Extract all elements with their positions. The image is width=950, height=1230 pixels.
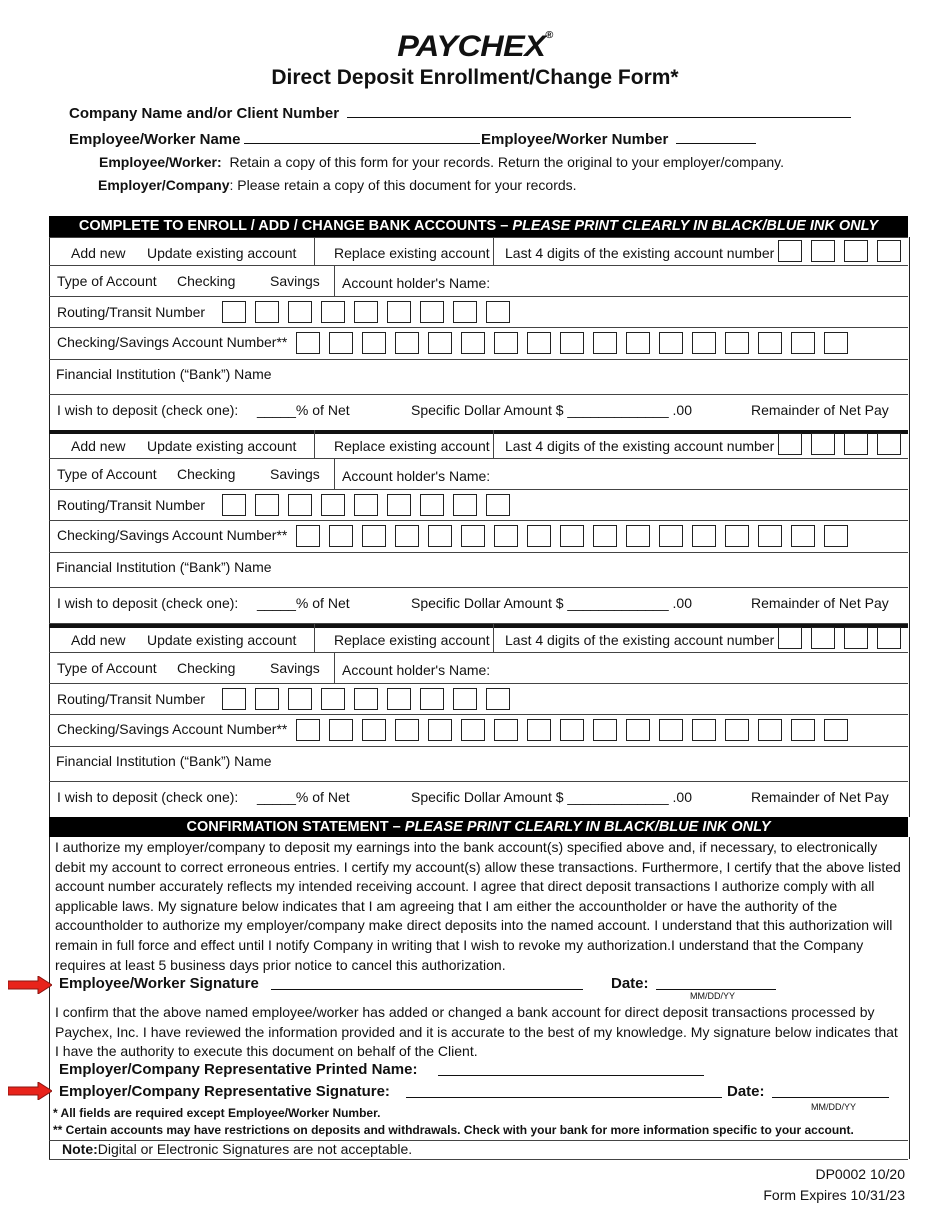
digit-box[interactable] xyxy=(486,688,510,710)
savings-option[interactable]: Savings xyxy=(270,273,320,289)
digit-box[interactable] xyxy=(778,433,802,455)
cell-divider xyxy=(314,624,315,652)
employer-instruction xyxy=(98,177,577,193)
remainder-net-pay-option[interactable]: Remainder of Net Pay xyxy=(751,595,889,611)
digit-box[interactable] xyxy=(626,525,650,547)
update-existing-option[interactable]: Update existing account xyxy=(147,632,297,648)
digit-box[interactable] xyxy=(288,301,312,323)
row-divider xyxy=(49,327,908,328)
digit-box[interactable] xyxy=(453,494,477,516)
digit-box[interactable] xyxy=(527,525,551,547)
digit-box[interactable] xyxy=(725,332,749,354)
digit-box[interactable] xyxy=(725,525,749,547)
employee-name-field[interactable] xyxy=(69,129,480,148)
auth-line: debit my account to correct erroneous entries. I certify my account(s) allow these transactions. Furthermore, I certify that the above listed xyxy=(55,858,901,875)
employee-instruction xyxy=(99,154,784,170)
row-divider xyxy=(49,359,908,360)
digit-box[interactable] xyxy=(877,240,901,262)
signature-note xyxy=(62,1141,412,1157)
add-new-option[interactable]: Add new xyxy=(71,438,126,454)
digit-box[interactable] xyxy=(560,719,584,741)
checking-option[interactable]: Checking xyxy=(177,660,236,676)
confirmation-header-main: CONFIRMATION STATEMENT xyxy=(186,819,389,835)
percent-of-net-option[interactable]: _____% of Net xyxy=(257,595,350,611)
enroll-section-header xyxy=(49,216,908,237)
digit-box[interactable] xyxy=(486,494,510,516)
digit-box[interactable] xyxy=(329,525,353,547)
digit-box[interactable] xyxy=(428,332,452,354)
digit-box[interactable] xyxy=(877,627,901,649)
confirmation-header xyxy=(49,817,908,837)
employee-signature-label: Employee/Worker Signature xyxy=(59,975,259,992)
cell-divider xyxy=(493,430,494,458)
account-holder-label: Account holder's Name: xyxy=(342,662,491,678)
digit-box[interactable] xyxy=(321,494,345,516)
cell-divider xyxy=(314,237,315,265)
specific-amount-option[interactable]: Specific Dollar Amount $ _____________ .00 xyxy=(411,402,692,418)
employer-instruction-label: Employer/Company xyxy=(98,177,230,193)
digit-box[interactable] xyxy=(527,332,551,354)
enroll-header-main: COMPLETE TO ENROLL / ADD / CHANGE BANK ACCOUNTS xyxy=(78,218,497,234)
digit-box[interactable] xyxy=(321,688,345,710)
savings-option[interactable]: Savings xyxy=(270,466,320,482)
row-divider xyxy=(49,520,908,521)
account-number-label: Checking/Savings Account Number** xyxy=(57,721,288,737)
digit-box[interactable] xyxy=(321,301,345,323)
enroll-header-italic: PLEASE PRINT CLEARLY IN BLACK/BLUE INK ONLY xyxy=(512,218,879,234)
auth-line: applicable laws. My signature below indicates that I am agreeing that I am either the accountholder or have the authority of the xyxy=(55,897,838,914)
confirm-line: Paychex, Inc. I have reviewed the information provided and it is accurate to the best of my knowledge. My signature below indicates that xyxy=(55,1023,898,1040)
digit-boxes xyxy=(296,525,857,547)
cell-divider xyxy=(334,265,335,296)
digit-boxes xyxy=(778,240,910,262)
company-name-field[interactable] xyxy=(69,103,851,122)
digit-box[interactable] xyxy=(395,719,419,741)
row-divider xyxy=(49,458,908,459)
row-divider xyxy=(49,652,908,653)
digit-box[interactable] xyxy=(354,301,378,323)
bank-name-label: Financial Institution (“Bank”) Name xyxy=(56,753,272,769)
digit-box[interactable] xyxy=(824,719,848,741)
auth-line: account number accurately reflects my intended receiving account. I agree that direct deposit transactions I authorize comply with all xyxy=(55,878,875,895)
digit-boxes xyxy=(778,433,910,455)
digit-box[interactable] xyxy=(692,525,716,547)
digit-box[interactable] xyxy=(659,525,683,547)
digit-box[interactable] xyxy=(692,719,716,741)
employer-printed-name-line[interactable] xyxy=(438,1061,704,1076)
last4-label: Last 4 digits of the existing account number xyxy=(505,245,775,261)
digit-box[interactable] xyxy=(692,332,716,354)
digit-box[interactable] xyxy=(593,525,617,547)
digit-box[interactable] xyxy=(387,688,411,710)
percent-of-net-option[interactable]: _____% of Net xyxy=(257,402,350,418)
cell-divider xyxy=(493,237,494,265)
employer-signature-label: Employer/Company Representative Signature: xyxy=(59,1083,390,1100)
type-of-account-label: Type of Account xyxy=(57,660,157,676)
digit-box[interactable] xyxy=(420,494,444,516)
deposit-choice-label: I wish to deposit (check one): xyxy=(57,595,239,611)
paychex-logo xyxy=(0,30,950,64)
digit-box[interactable] xyxy=(461,719,485,741)
replace-existing-option[interactable]: Replace existing account xyxy=(334,632,490,648)
account-holder-label: Account holder's Name: xyxy=(342,468,491,484)
digit-box[interactable] xyxy=(494,525,518,547)
remainder-net-pay-option[interactable]: Remainder of Net Pay xyxy=(751,789,889,805)
digit-boxes xyxy=(222,494,519,516)
digit-box[interactable] xyxy=(395,525,419,547)
employer-instruction-text: : Please retain a copy of this document for your records. xyxy=(229,177,577,193)
digit-box[interactable] xyxy=(494,332,518,354)
brand-name: PAYCHEX xyxy=(397,30,546,63)
employee-date-format: MM/DD/YY xyxy=(690,991,735,1001)
employee-name-label: Employee/Worker Name xyxy=(69,131,241,148)
digit-box[interactable] xyxy=(791,719,815,741)
row-divider xyxy=(49,394,908,395)
digit-box[interactable] xyxy=(420,301,444,323)
digit-box[interactable] xyxy=(296,525,320,547)
digit-box[interactable] xyxy=(428,525,452,547)
form-code: DP0002 10/20 xyxy=(815,1166,905,1182)
employer-date-line[interactable] xyxy=(772,1083,889,1098)
digit-box[interactable] xyxy=(593,332,617,354)
digit-box[interactable] xyxy=(222,494,246,516)
form-expires: Form Expires 10/31/23 xyxy=(763,1187,905,1203)
digit-box[interactable] xyxy=(659,719,683,741)
bottom-border xyxy=(49,1159,908,1160)
row-divider xyxy=(49,714,908,715)
form-title: Direct Deposit Enrollment/Change Form* xyxy=(271,66,679,89)
signature-note-text: Digital or Electronic Signatures are not acceptable. xyxy=(97,1141,413,1157)
replace-existing-option[interactable]: Replace existing account xyxy=(334,438,490,454)
digit-box[interactable] xyxy=(222,688,246,710)
digit-box[interactable] xyxy=(811,240,835,262)
digit-box[interactable] xyxy=(626,332,650,354)
digit-box[interactable] xyxy=(288,688,312,710)
add-new-option[interactable]: Add new xyxy=(71,632,126,648)
account-number-label: Checking/Savings Account Number** xyxy=(57,527,288,543)
digit-box[interactable] xyxy=(362,525,386,547)
digit-box[interactable] xyxy=(659,332,683,354)
bank-name-label: Financial Institution (“Bank”) Name xyxy=(56,559,272,575)
digit-box[interactable] xyxy=(453,301,477,323)
confirm-line: I have the authority to execute this document on behalf of the Client. xyxy=(55,1043,478,1060)
digit-box[interactable] xyxy=(387,301,411,323)
enroll-header-dash: – xyxy=(500,218,509,234)
footnote-required: * All fields are required except Employee/Worker Number. xyxy=(53,1106,381,1120)
digit-box[interactable] xyxy=(428,719,452,741)
digit-box[interactable] xyxy=(354,688,378,710)
digit-box[interactable] xyxy=(560,525,584,547)
remainder-net-pay-option[interactable]: Remainder of Net Pay xyxy=(751,402,889,418)
authorization-statement xyxy=(55,838,905,975)
employer-signature-line[interactable] xyxy=(406,1083,722,1098)
deposit-choice-label: I wish to deposit (check one): xyxy=(57,789,239,805)
auth-line: accountholder to authorize my employer/company make direct deposits into the named account. I understand that this authorization will xyxy=(55,917,893,934)
account-number-label: Checking/Savings Account Number** xyxy=(57,334,288,350)
employee-name-line[interactable] xyxy=(244,129,480,144)
digit-box[interactable] xyxy=(329,332,353,354)
row-divider xyxy=(49,552,908,553)
cell-divider xyxy=(493,624,494,652)
digit-box[interactable] xyxy=(461,525,485,547)
row-divider xyxy=(49,296,908,297)
confirm-line: I confirm that the above named employee/worker has added or changed a bank account for direct deposit transactions processed by xyxy=(55,1004,875,1020)
checking-option[interactable]: Checking xyxy=(177,273,236,289)
digit-box[interactable] xyxy=(791,525,815,547)
row-divider xyxy=(49,237,908,238)
routing-number-label: Routing/Transit Number xyxy=(57,304,206,320)
digit-box[interactable] xyxy=(354,494,378,516)
employee-instruction-text: Retain a copy of this form for your records. Return the original to your employer/company. xyxy=(229,154,784,170)
digit-box[interactable] xyxy=(296,719,320,741)
digit-box[interactable] xyxy=(486,301,510,323)
specific-amount-option[interactable]: Specific Dollar Amount $ _____________ .00 xyxy=(411,595,692,611)
employee-signature-line[interactable] xyxy=(271,975,583,990)
account-holder-label: Account holder's Name: xyxy=(342,275,491,291)
registered-mark: ® xyxy=(545,30,553,41)
digit-box[interactable] xyxy=(222,301,246,323)
employer-confirmation xyxy=(55,1003,905,1062)
digit-box[interactable] xyxy=(778,627,802,649)
digit-box[interactable] xyxy=(758,719,782,741)
digit-box[interactable] xyxy=(824,525,848,547)
digit-box[interactable] xyxy=(791,332,815,354)
digit-boxes xyxy=(778,627,910,649)
employer-date-label: Date: xyxy=(727,1083,765,1100)
routing-number-label: Routing/Transit Number xyxy=(57,691,206,707)
percent-of-net-option[interactable]: _____% of Net xyxy=(257,789,350,805)
digit-box[interactable] xyxy=(824,332,848,354)
row-divider xyxy=(49,265,908,266)
digit-box[interactable] xyxy=(461,332,485,354)
digit-box[interactable] xyxy=(844,240,868,262)
auth-line: requires at least 5 business days prior notice to cancel this authorization. xyxy=(55,956,506,973)
replace-existing-option[interactable]: Replace existing account xyxy=(334,245,490,261)
confirmation-header-dash: – xyxy=(392,819,401,835)
cell-divider xyxy=(334,652,335,683)
cell-divider xyxy=(314,430,315,458)
specific-amount-option[interactable]: Specific Dollar Amount $ _____________ .00 xyxy=(411,789,692,805)
digit-box[interactable] xyxy=(494,719,518,741)
employee-number-label: Employee/Worker Number xyxy=(481,131,669,148)
employee-number-field[interactable] xyxy=(481,129,756,148)
digit-box[interactable] xyxy=(560,332,584,354)
digit-boxes xyxy=(222,301,519,323)
digit-box[interactable] xyxy=(387,494,411,516)
employee-instruction-label: Employee/Worker: xyxy=(99,154,222,170)
update-existing-option[interactable]: Update existing account xyxy=(147,245,297,261)
digit-box[interactable] xyxy=(420,688,444,710)
digit-box[interactable] xyxy=(626,719,650,741)
digit-box[interactable] xyxy=(255,494,279,516)
employee-date-label: Date: xyxy=(611,975,649,992)
digit-box[interactable] xyxy=(329,719,353,741)
digit-boxes xyxy=(296,332,857,354)
company-name-line[interactable] xyxy=(347,103,851,118)
digit-box[interactable] xyxy=(288,494,312,516)
last4-label: Last 4 digits of the existing account number xyxy=(505,438,775,454)
digit-box[interactable] xyxy=(296,332,320,354)
cell-divider xyxy=(334,458,335,489)
employer-date-format: MM/DD/YY xyxy=(811,1102,856,1112)
digit-box[interactable] xyxy=(758,332,782,354)
employee-date-line[interactable] xyxy=(656,975,776,990)
digit-boxes xyxy=(222,688,519,710)
row-divider xyxy=(49,489,908,490)
row-divider xyxy=(49,587,908,588)
add-new-option[interactable]: Add new xyxy=(71,245,126,261)
digit-box[interactable] xyxy=(453,688,477,710)
signature-note-label: Note: xyxy=(62,1141,98,1157)
auth-line: remain in full force and effect until I notify Company in writing that I wish to revoke my authorization.I understand that the Company xyxy=(55,936,864,953)
digit-box[interactable] xyxy=(844,433,868,455)
last4-label: Last 4 digits of the existing account number xyxy=(505,632,775,648)
row-divider xyxy=(49,746,908,747)
digit-box[interactable] xyxy=(778,240,802,262)
auth-line: I authorize my employer/company to deposit my earnings into the bank account(s) specified above and, if necessary, to electronically xyxy=(55,839,878,855)
digit-box[interactable] xyxy=(811,433,835,455)
type-of-account-label: Type of Account xyxy=(57,273,157,289)
digit-box[interactable] xyxy=(593,719,617,741)
employer-signature-arrow-icon xyxy=(8,1082,52,1100)
digit-box[interactable] xyxy=(362,719,386,741)
digit-box[interactable] xyxy=(255,301,279,323)
routing-number-label: Routing/Transit Number xyxy=(57,497,206,513)
savings-option[interactable]: Savings xyxy=(270,660,320,676)
digit-box[interactable] xyxy=(527,719,551,741)
deposit-choice-label: I wish to deposit (check one): xyxy=(57,402,239,418)
company-name-label: Company Name and/or Client Number xyxy=(69,105,340,122)
digit-boxes xyxy=(296,719,857,741)
digit-box[interactable] xyxy=(811,627,835,649)
digit-box[interactable] xyxy=(725,719,749,741)
digit-box[interactable] xyxy=(844,627,868,649)
checking-option[interactable]: Checking xyxy=(177,466,236,482)
employee-number-line[interactable] xyxy=(676,129,756,144)
digit-box[interactable] xyxy=(362,332,386,354)
digit-box[interactable] xyxy=(877,433,901,455)
footnote-restrictions: ** Certain accounts may have restrictions on deposits and withdrawals. Check with your bank for more information specific to your account. xyxy=(53,1123,854,1137)
confirmation-header-italic: PLEASE PRINT CLEARLY IN BLACK/BLUE INK ONLY xyxy=(404,819,771,835)
digit-box[interactable] xyxy=(395,332,419,354)
update-existing-option[interactable]: Update existing account xyxy=(147,438,297,454)
employer-printed-name-label: Employer/Company Representative Printed Name: xyxy=(59,1061,418,1078)
employee-signature-arrow-icon xyxy=(8,976,52,994)
digit-box[interactable] xyxy=(255,688,279,710)
bank-name-label: Financial Institution (“Bank”) Name xyxy=(56,366,272,382)
digit-box[interactable] xyxy=(758,525,782,547)
row-divider xyxy=(49,683,908,684)
row-divider xyxy=(49,781,908,782)
type-of-account-label: Type of Account xyxy=(57,466,157,482)
